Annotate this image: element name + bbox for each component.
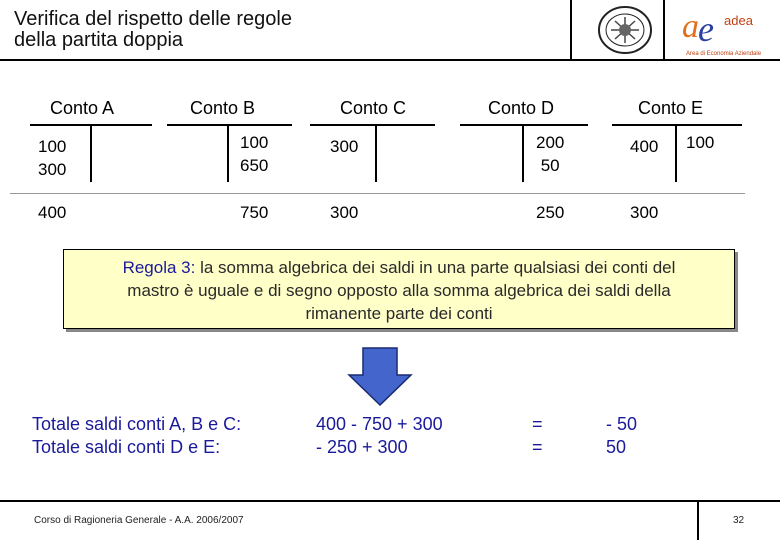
adea-brand-text: adea xyxy=(724,13,753,28)
rule-line-2: mastro è uguale e di segno opposto alla somma algebrica dei saldi della xyxy=(127,281,671,300)
account-e-debit: 400 xyxy=(630,137,659,156)
account-c-debit: 300 xyxy=(330,137,359,156)
account-b-credit: 100 650 xyxy=(240,133,269,175)
totals-eq-1: = xyxy=(532,414,543,434)
t-account-e-vertical xyxy=(675,124,677,182)
account-label-c: Conto C xyxy=(340,98,407,118)
t-account-b-horizontal xyxy=(167,124,292,126)
account-d-credit: 200 50 xyxy=(536,133,565,175)
totals-result-2: 50 xyxy=(606,437,627,457)
footer-divider xyxy=(0,500,780,502)
t-account-d-vertical xyxy=(522,124,524,182)
t-account-d-horizontal xyxy=(460,124,588,126)
svg-text:e: e xyxy=(698,9,714,49)
account-label-e: Conto E xyxy=(638,98,704,118)
account-b-balance: 750 xyxy=(240,203,269,222)
rule-text-1: la somma algebrica dei saldi in una parte qualsiasi dei conti del xyxy=(195,258,676,277)
account-c-balance: 300 xyxy=(330,203,359,222)
totals-expr-1: 400 - 750 + 300 xyxy=(316,414,443,434)
account-label-d: Conto D xyxy=(488,98,555,118)
account-e-credit: 100 xyxy=(686,133,715,152)
totals-label-1: Totale saldi conti A, B e C: xyxy=(32,414,242,434)
account-label-b: Conto B xyxy=(190,98,256,118)
account-a-debit: 100 300 xyxy=(38,137,67,179)
slide-title xyxy=(14,9,292,51)
rule-line-3: rimanente parte dei conti xyxy=(305,304,493,323)
account-label-a: Conto A xyxy=(50,98,115,118)
balances-separator xyxy=(10,193,745,194)
footer-vertical-divider xyxy=(697,500,699,540)
totals-result-1: - 50 xyxy=(606,414,638,434)
adea-subtitle-text: Area di Economia Aziendale xyxy=(686,51,762,57)
footer-course: Corso di Ragioneria Generale - A.A. 2006/2007 xyxy=(34,515,244,526)
page-number: 32 xyxy=(733,515,745,526)
account-a-balance: 400 xyxy=(38,203,67,222)
rule-title: Regola 3: xyxy=(122,258,196,277)
rule-box xyxy=(63,249,735,329)
slide-title-line2: della partita doppia xyxy=(14,29,184,51)
adea-logo xyxy=(680,3,780,59)
university-seal-icon xyxy=(597,5,653,55)
totals-label-2: Totale saldi conti D e E: xyxy=(32,437,221,457)
account-d-balance: 250 xyxy=(536,203,565,222)
t-account-c-horizontal xyxy=(310,124,435,126)
t-account-a-vertical xyxy=(90,124,92,182)
rule-line-1 xyxy=(64,256,734,279)
t-account-c-vertical xyxy=(375,124,377,182)
t-account-e-horizontal xyxy=(612,124,742,126)
totals-expr-2: - 250 + 300 xyxy=(316,437,408,457)
totals-eq-2: = xyxy=(532,437,543,457)
header-divider xyxy=(0,59,780,61)
down-arrow-icon xyxy=(347,347,413,407)
adea-logo-icon xyxy=(680,3,780,59)
t-account-b-vertical xyxy=(227,124,229,182)
account-e-balance: 300 xyxy=(630,203,659,222)
slide-title-line1: Verifica del rispetto delle regole xyxy=(14,8,292,30)
svg-text:a: a xyxy=(682,8,699,45)
